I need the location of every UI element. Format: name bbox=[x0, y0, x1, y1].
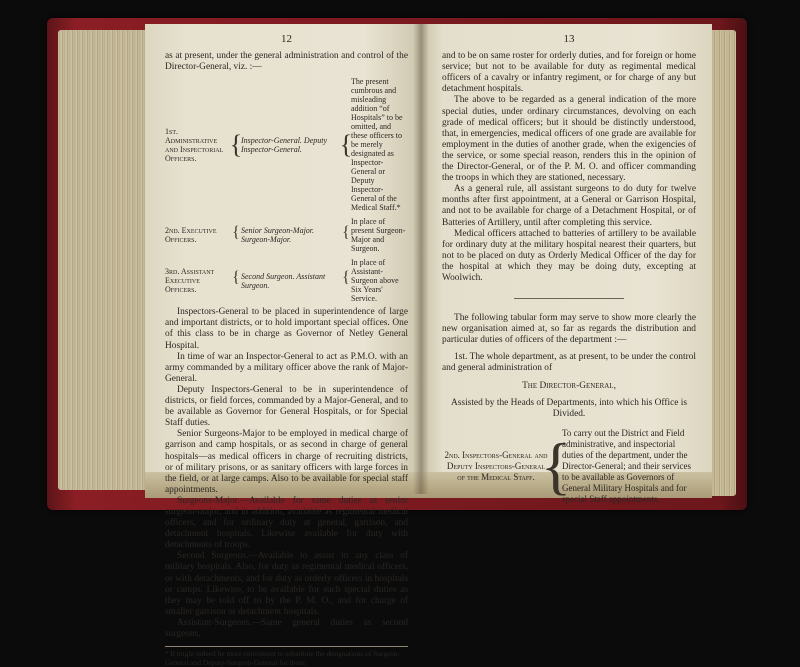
paragraph: Assistant-Surgeons.—Same general duties as second surgeons, bbox=[165, 617, 408, 639]
page-edges-left bbox=[58, 30, 148, 490]
page-number: 13 bbox=[563, 33, 575, 45]
paragraph: Second Surgeons.—Available to assist in any class of military hospitals. Also, for duty as regimental medical officers, or with detachments, and for duty as orderly officers in hospitals or camps. Likewise, to be available for such special duties as they may be told off to by the P. M. O., and for charge of smaller garrison or detachment hospitals. bbox=[165, 551, 408, 617]
brace-icon: { bbox=[339, 129, 353, 159]
brace-icon: { bbox=[229, 129, 243, 159]
right-page bbox=[420, 24, 712, 504]
rank-titles: Inspector-General. Deputy Inspector-General. bbox=[241, 135, 328, 154]
book-gutter bbox=[413, 24, 429, 494]
rank-titles: Senior Surgeon-Major. Surgeon-Major. bbox=[241, 226, 315, 245]
entry-title: 2nd. Inspectors-General and Deputy Inspectors-General of the Medical Staff. bbox=[444, 449, 548, 482]
paragraph: As a general rule, all assistant surgeons to do duty for twelve months after first appointment, at a General or Garrison Hospital, and not to be available for charge of a Detachment Hospital, or of Batteries of Artillery, until after completing this service. bbox=[442, 184, 696, 228]
paragraph: Surgeons-Major.—Available for same duties as senior surgeon-major, and in addition, available as regimental medical officers, and for ordinary duty at general, garrison, and detachment hospitals. Likewise available for duty with detachments of troops. bbox=[165, 495, 408, 551]
paragraph: The above to be regarded as a general indication of the more special duties, under ordinary circumstances, devolving on each grade of medical officers; but it should be distinctly understood, that, in emergencies, medical officers of one grade are available for employment in the duties of another grade, when the exigencies of the service, or some special reason, renders this in the opinion of the Director-General, or of the P. M. O. and officer commanding the troops in which they are stationed, necessary. bbox=[442, 95, 696, 184]
intro-text: as at present, under the general administration and control of the Director-General, viz. :— bbox=[165, 51, 408, 73]
brace-icon: { bbox=[540, 430, 572, 502]
brace-icon: { bbox=[342, 223, 350, 241]
rank-note: The present cumbrous and misleading addition “of Hospitals” to be omitted, and these officers to be merely designated as Inspector-General or Deputy Inspector-General of the Medical Staff.* bbox=[351, 77, 403, 213]
assisted-by-text: Assisted by the Heads of Departments, into which his Office is Divided. bbox=[451, 397, 687, 419]
paragraph: and to be on same roster for orderly duties, and for foreign or home service; but not to be available for duty as regimental medical officers of a cavalry or infantry regiment, or for charge of any but detachment hospitals. bbox=[442, 51, 696, 95]
entry-duties: To carry out the District and Field administrative, and inspectorial duties of the department, under the Director-General; and their services to be available as Governors of General Military Hospitals and for special Staff appointments. bbox=[562, 427, 692, 504]
rank-label: 2nd. Executive Officers. bbox=[165, 226, 217, 245]
paragraph: The following tabular form may serve to show more clearly the new organisation aimed at, so far as regards the distribution and particular duties of officers of the department :— bbox=[442, 313, 696, 346]
director-general-heading: The Director-General, bbox=[522, 380, 616, 391]
paragraph: In time of war an Inspector-General to act as P.M.O. with an army commanded by a military officer above the rank of Major-General. bbox=[165, 351, 408, 384]
rank-note: In place of Assistant-Surgeon above Six Years' Service. bbox=[351, 258, 399, 304]
paragraph: Medical officers attached to batteries of artillery to be available for ordinary duty at the military hospital nearest their quarters, but not to be placed on duty as Orderly Medical Officer of the day for the hospital at which they may be doing duty, excepting at Woolwich. bbox=[442, 228, 696, 283]
brace-icon: { bbox=[232, 269, 240, 287]
paragraph: Senior Surgeons-Major to be employed in medical charge of garrison and camp hospitals, or as second in charge of general hospitals—as medical officers in charge of recruiting districts, or of military prisons, or as sanitary officers with large forces in the field, or at large camps. Also to be available for special staff appointments. bbox=[165, 429, 408, 495]
brace-icon: { bbox=[232, 223, 240, 241]
paragraph: Deputy Inspectors-General to be in superintendence of districts, or field forces, commanded by a Major-General, and to be available as Governor for General Hospitals, or for Special Staff duties. bbox=[165, 384, 408, 429]
section-divider bbox=[514, 298, 624, 299]
rank-table bbox=[165, 77, 408, 303]
paragraph: Inspectors-General to be placed in superintendence of large and important districts, or to hold important special offices. One of this class to be in charge as Governor of Netley General Hospital. bbox=[165, 307, 408, 351]
paragraph: 1st. The whole department, as at present, to be under the control and general administration of bbox=[442, 352, 696, 374]
left-page bbox=[145, 24, 420, 667]
footnote: * It might indeed be more convenient to substitute the designations of Surgeon-General and Deputy-Surgeon-General for these. bbox=[165, 646, 408, 667]
rank-label: 3rd. Assistant Executive Officers. bbox=[165, 267, 215, 295]
inspectors-general-entry bbox=[442, 428, 696, 505]
brace-icon: { bbox=[342, 269, 350, 287]
rank-titles: Second Surgeon. Assistant Surgeon. bbox=[241, 271, 326, 290]
page-number: 12 bbox=[281, 33, 292, 45]
rank-note: In place of present Surgeon-Major and Surgeon. bbox=[351, 217, 406, 254]
rank-label: 1st. Administrative and Inspectorial Officers. bbox=[165, 126, 224, 163]
